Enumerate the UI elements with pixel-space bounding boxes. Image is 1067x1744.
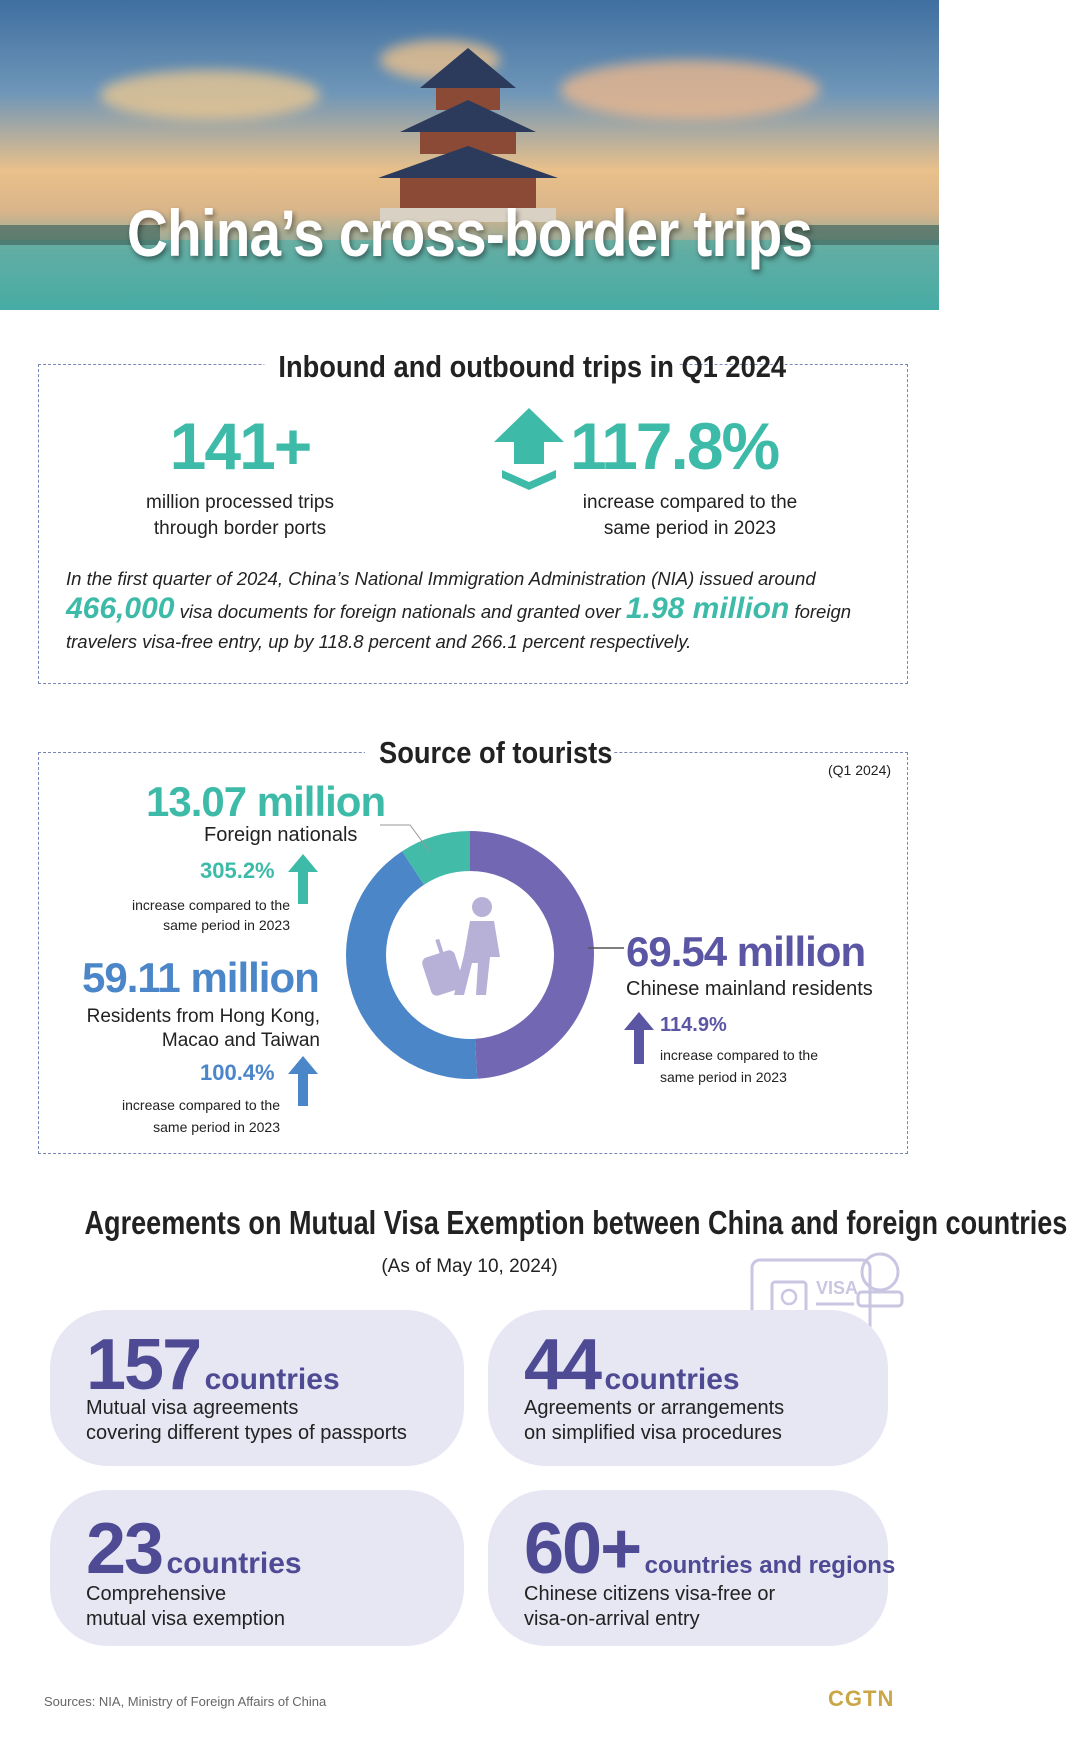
- card-desc-line-2: visa-on-arrival entry: [524, 1608, 700, 1630]
- hkmt-label-1: Residents from Hong Kong,: [86, 1006, 320, 1027]
- agreements-date: (As of May 10, 2024): [381, 1256, 558, 1277]
- card-unit: countries: [204, 1363, 340, 1396]
- source-section-title: Source of tourists: [365, 735, 613, 771]
- up-arrow-icon: [288, 854, 318, 904]
- hkmt-label: [50, 1005, 320, 1053]
- paragraph-line-1: In the first quarter of 2024, China’s National Immigration Administration (NIA) issued around: [66, 568, 816, 589]
- card-number: 60+: [524, 1509, 641, 1589]
- hkmt-label-2: Macao and Taiwan: [161, 1030, 320, 1051]
- hero-banner: [0, 0, 939, 310]
- agreement-card-headline: [524, 1508, 895, 1590]
- mainland-growth-desc-2: same period in 2023: [660, 1069, 787, 1085]
- foreign-value: 13.07 million: [146, 778, 386, 825]
- foreign-growth-desc-2: same period in 2023: [163, 917, 290, 933]
- agreement-card-headline: [524, 1324, 740, 1406]
- inbound-section-title: Inbound and outbound trips in Q1 2024: [264, 349, 679, 385]
- inbound-paragraph: [66, 564, 896, 657]
- trips-desc-1: million processed trips: [146, 492, 334, 513]
- increase-desc-2: same period in 2023: [603, 518, 777, 539]
- card-number: 23: [86, 1509, 163, 1589]
- card-desc-line-1: Comprehensive: [86, 1583, 227, 1605]
- mainland-value: 69.54 million: [626, 928, 866, 975]
- visa-stamp-text: VISA: [816, 1278, 859, 1298]
- hkmt-growth: 100.4%: [200, 1060, 275, 1085]
- source-period: (Q1 2024): [828, 762, 892, 778]
- card-desc-line-1: Chinese citizens visa-free or: [524, 1583, 776, 1605]
- card-desc-line-2: mutual visa exemption: [86, 1608, 285, 1630]
- foreign-leader-line: [380, 820, 440, 860]
- up-arrow-icon: [494, 408, 564, 490]
- up-arrow-icon: [624, 1012, 654, 1064]
- mainland-growth-desc: [660, 1044, 818, 1088]
- card-unit: countries: [604, 1363, 740, 1396]
- visa-free-value: 1.98 million: [625, 592, 790, 625]
- increase-value: 117.8%: [570, 409, 779, 483]
- mainland-growth: 114.9%: [660, 1014, 727, 1036]
- card-description: [86, 1396, 407, 1446]
- agreement-card-headline: [86, 1324, 340, 1406]
- hkmt-growth-desc-1: increase compared to the: [122, 1097, 280, 1113]
- paragraph-line-2: [66, 594, 896, 627]
- agreement-card-headline: [86, 1508, 302, 1590]
- foreign-growth-desc-1: increase compared to the: [132, 897, 290, 913]
- hkmt-growth-desc: [80, 1094, 280, 1138]
- agreement-card: [50, 1490, 464, 1646]
- trips-desc-2: through border ports: [153, 518, 327, 539]
- mainland-leader-line: [588, 940, 624, 956]
- card-unit: countries and regions: [644, 1552, 896, 1579]
- page-title: China’s cross-border trips: [126, 196, 813, 270]
- sources-note: Sources: NIA, Ministry of Foreign Affairs of China: [44, 1694, 327, 1709]
- hkmt-value: 59.11 million: [82, 954, 319, 1001]
- card-unit: countries: [166, 1547, 302, 1580]
- agreements-title: Agreements on Mutual Visa Exemption between China and foreign countries: [84, 1204, 1067, 1241]
- cgtn-logo: CGTN: [828, 1686, 895, 1711]
- trips-value: 141+: [169, 409, 311, 483]
- card-description: [524, 1582, 775, 1632]
- card-description: [86, 1582, 285, 1632]
- agreement-card: [50, 1310, 464, 1466]
- mainland-label: Chinese mainland residents: [626, 978, 873, 1000]
- paragraph-line-3: travelers visa-free entry, up by 118.8 percent and 266.1 percent respectively.: [66, 631, 692, 652]
- card-desc-line-2: on simplified visa procedures: [524, 1422, 782, 1444]
- card-desc-line-2: covering different types of passports: [86, 1422, 407, 1444]
- up-arrow-icon: [288, 1056, 318, 1106]
- card-description: [524, 1396, 784, 1446]
- card-number: 157: [86, 1325, 201, 1405]
- paragraph-text: visa documents for foreign nationals and granted over: [174, 601, 626, 622]
- increase-desc-1: increase compared to the: [582, 492, 798, 513]
- mainland-growth-desc-1: increase compared to the: [660, 1047, 818, 1063]
- traveler-icon: [420, 895, 520, 1005]
- foreign-label: Foreign nationals: [204, 824, 358, 846]
- foreign-growth: 305.2%: [200, 858, 275, 883]
- paragraph-text: foreign: [789, 601, 852, 622]
- agreement-card: [488, 1490, 896, 1646]
- visa-documents-value: 466,000: [66, 592, 175, 625]
- hkmt-growth-desc-2: same period in 2023: [153, 1119, 280, 1135]
- card-desc-line-1: Mutual visa agreements: [86, 1397, 299, 1419]
- agreement-card: [488, 1310, 888, 1466]
- card-number: 44: [524, 1325, 601, 1405]
- foreign-growth-desc: [90, 895, 290, 935]
- card-desc-line-1: Agreements or arrangements: [524, 1397, 785, 1419]
